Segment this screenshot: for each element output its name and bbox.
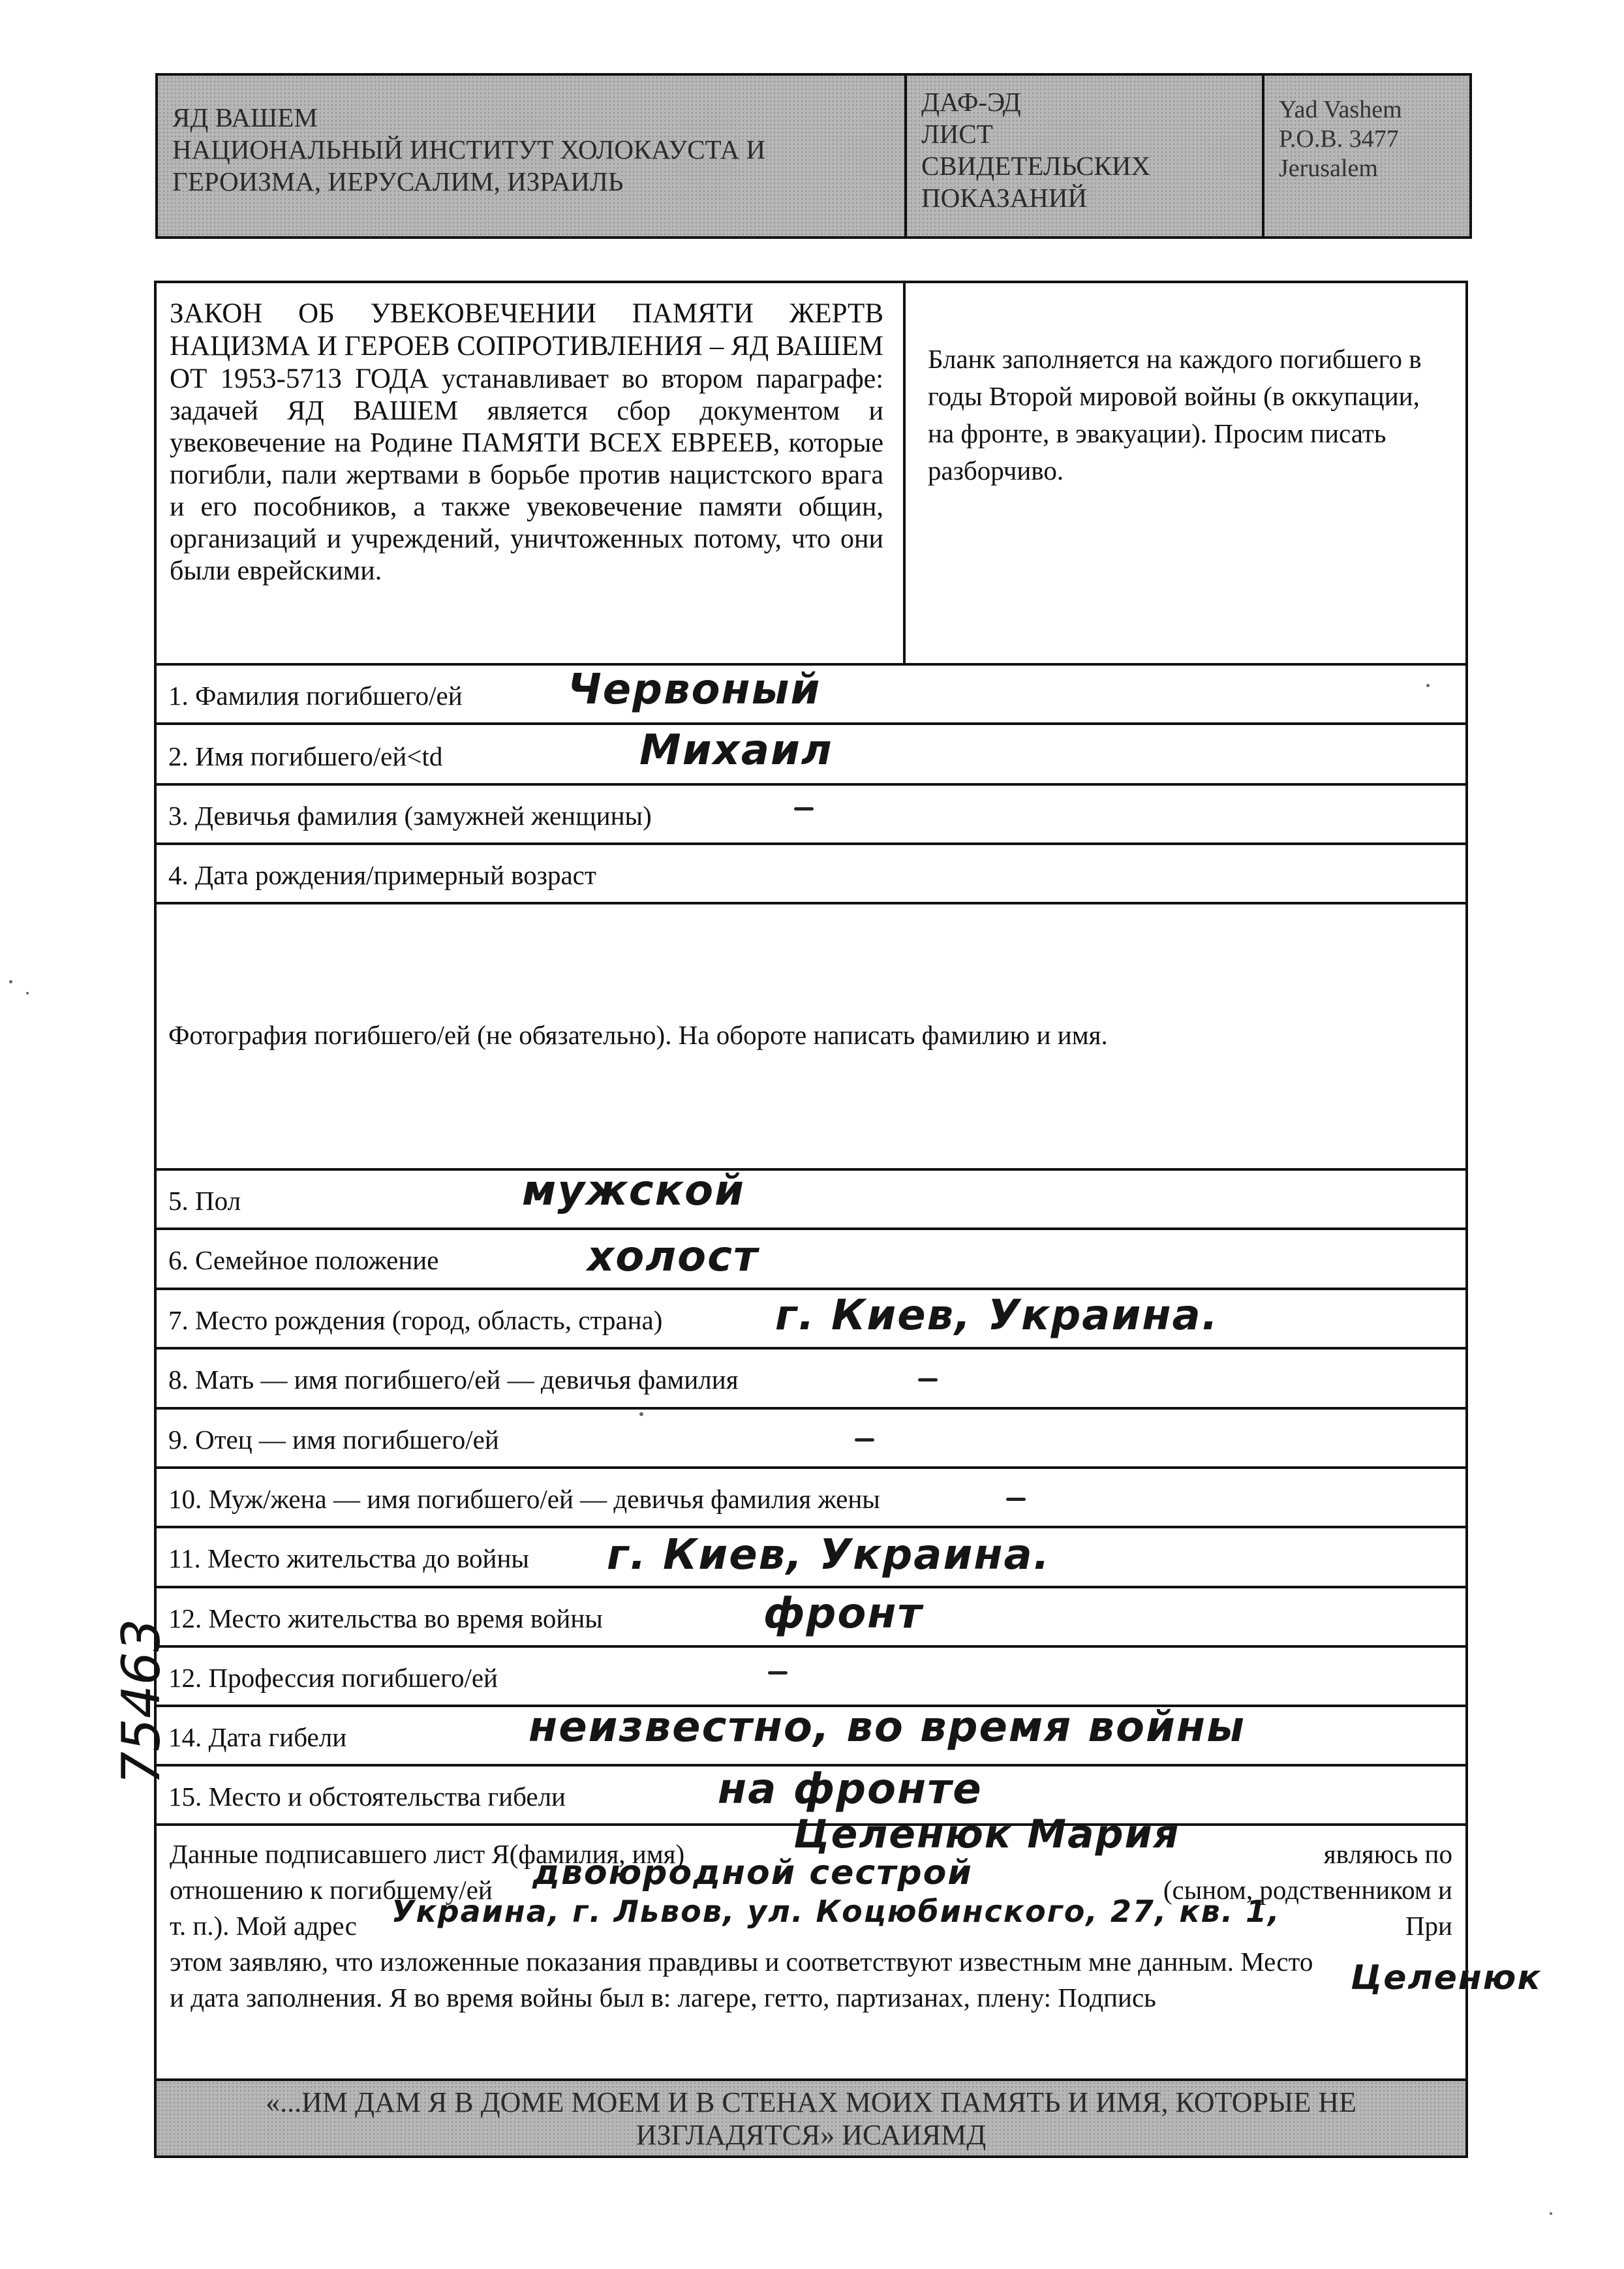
field-label: 11. Место жительства до войны: [168, 1543, 529, 1573]
handwritten-value[interactable]: холост: [587, 1233, 759, 1281]
field-row-first-name: [157, 722, 1465, 783]
declaration-line: этом заявляю, что изложенные показания правдивы и соответствуют известным мне данным. Место: [170, 1947, 1313, 1977]
declaration-line: [170, 1894, 1452, 1944]
field-label: 2. Имя погибшего/ей<td: [168, 741, 443, 771]
institute-line: ЯД ВАШЕМ: [172, 102, 318, 132]
form-title-line: СВИДЕТЕЛЬСКИХ: [921, 151, 1151, 181]
field-row-death-date: [157, 1705, 1465, 1764]
field-row-profession: [157, 1645, 1465, 1705]
instructions-note: Бланк заполняется на каждого погибшего в годы Второй мировой войны (в оккупации, на фронте, в эвакуации). Просим писать разборчиво.: [928, 344, 1422, 486]
handwritten-value[interactable]: на фронте: [718, 1765, 983, 1814]
field-row-prewar-residence: [157, 1526, 1465, 1586]
declaration-text: и дата заполнения. Я во время войны был в: лагере, гетто, партизанах, плену: Подпись: [170, 1983, 1156, 2013]
field-label: 12. Профессия погибшего/ей: [168, 1663, 498, 1693]
field-row-maiden-name: [157, 783, 1465, 842]
form-title-line: ЛИСТ: [921, 119, 993, 149]
field-label: 8. Мать — имя погибшего/ей — девичья фамилия: [168, 1365, 739, 1395]
form-title-line: ПОКАЗАНИЙ: [921, 183, 1088, 213]
field-row-marital-status: [157, 1227, 1465, 1288]
handwritten-dash[interactable]: [855, 1438, 874, 1442]
handwritten-dash[interactable]: [768, 1671, 788, 1675]
form-header: [155, 73, 1472, 239]
field-row-birth-date: [157, 842, 1465, 902]
handwritten-value[interactable]: Червоный: [568, 666, 821, 714]
signature[interactable]: Целенюк: [1351, 1958, 1542, 1998]
declaration-text: (сыном, родственником и: [1163, 1875, 1452, 1905]
handwritten-value[interactable]: г. Киев, Украина.: [775, 1291, 1219, 1340]
field-label: 7. Место рождения (город, область, страна): [168, 1305, 663, 1335]
law-body: устанавливает во втором параграфе: задачей ЯД ВАШЕМ является сбор документом и увековечение на Родине ПАМЯТИ ВСЕХ ЕВРЕЕВ, которые погибли, пали жертвами в борьбе против нацистского врага и его пособников, а также увековечение памяти общин, организаций и учреждений, уничтоженных потому, что они были еврейскими.: [170, 364, 883, 586]
form-title: [907, 76, 1264, 236]
signer-declaration: [157, 1812, 1542, 2084]
postal-address: [1264, 76, 1469, 236]
declaration-text: т. п.). Мой адрес: [170, 1911, 357, 1941]
field-label: 10. Муж/жена — имя погибшего/ей — девичья фамилия жены: [168, 1484, 880, 1514]
field-row-sex: [157, 1168, 1465, 1227]
scan-speck: [1426, 684, 1430, 687]
declaration-text: При: [1405, 1911, 1452, 1941]
institute-name: [158, 76, 907, 236]
form-title-line: ДАФ-ЭД: [921, 87, 1021, 117]
field-row-father: [157, 1407, 1465, 1466]
quote-line: ИЗГЛАДЯТСЯ» ИСАИЯМД: [636, 2119, 987, 2151]
relationship-value[interactable]: двоюродной сестрой: [532, 1853, 973, 1892]
scan-speck: [26, 992, 29, 995]
address-line: Jerusalem: [1279, 155, 1378, 182]
scan-speck: [9, 980, 12, 983]
field-row-surname: [157, 663, 1465, 722]
declaration-text: Данные подписавшего лист Я(фамилия, имя): [170, 1839, 685, 1869]
field-label: 6. Семейное положение: [168, 1245, 439, 1275]
field-label: 4. Дата рождения/примерный возраст: [168, 860, 596, 890]
handwritten-dash[interactable]: [1006, 1498, 1026, 1501]
field-label: 15. Место и обстоятельства гибели: [168, 1782, 566, 1812]
law-paragraph: [157, 283, 906, 663]
photo-label: Фотография погибшего/ей (не обязательно). На обороте написать фамилию и имя.: [168, 1020, 1108, 1050]
testimony-form: [154, 281, 1542, 2158]
handwritten-value[interactable]: неизвестно, во время войны: [529, 1703, 1246, 1752]
field-label: 1. Фамилия погибшего/ей: [168, 681, 463, 711]
handwritten-value[interactable]: Михаил: [639, 726, 833, 775]
field-label: 14. Дата гибели: [168, 1722, 347, 1752]
photo-area[interactable]: [157, 902, 1465, 1168]
field-label: 5. Пол: [168, 1186, 241, 1216]
field-row-spouse: [157, 1466, 1465, 1526]
quote-line: «...ИМ ДАМ Я В ДОМЕ МОЕМ И В СТЕНАХ МОИХ ПАМЯТЬ И ИМЯ, КОТОРЫЕ НЕ: [266, 2086, 1356, 2118]
archive-number: 75463: [111, 1618, 172, 1785]
scan-speck: [639, 1412, 643, 1416]
field-label: 9. Отец — имя погибшего/ей: [168, 1425, 499, 1455]
handwritten-value[interactable]: мужской: [522, 1167, 745, 1215]
footer-quote: [157, 2078, 1465, 2155]
handwritten-dash[interactable]: [918, 1378, 938, 1381]
field-row-mother: [157, 1347, 1465, 1407]
law-title: ЗАКОН ОБ УВЕКОВЕЧЕНИИ ПАМЯТИ ЖЕРТВ НАЦИЗМА И ГЕРОЕВ СОПРОТИВЛЕНИЯ – ЯД ВАШЕМ ОТ 1953-5713 ГОДА: [170, 298, 883, 394]
field-row-birthplace: [157, 1288, 1465, 1347]
address-line: Yad Vashem: [1279, 96, 1402, 123]
institute-line: ГЕРОИЗМА, ИЕРУСАЛИМ, ИЗРАИЛЬ: [172, 166, 624, 196]
handwritten-value[interactable]: фронт: [763, 1590, 923, 1638]
signer-name[interactable]: Целенюк Мария: [793, 1812, 1180, 1857]
scan-speck: [1550, 2212, 1552, 2215]
declaration-text: являюсь по: [1323, 1839, 1452, 1869]
address-value[interactable]: Украина, г. Львов, ул. Коцюбинского, 27, кв. 1,: [391, 1894, 1281, 1929]
institute-line: НАЦИОНАЛЬНЫЙ ИНСТИТУТ ХОЛОКАУСТА И: [172, 134, 766, 164]
handwritten-dash[interactable]: [794, 807, 814, 810]
field-row-wartime-residence: [157, 1586, 1465, 1645]
handwritten-value[interactable]: г. Киев, Украина.: [607, 1531, 1051, 1579]
field-label: 12. Место жительства во время войны: [168, 1603, 603, 1633]
declaration-text: отношению к погибшему/ей: [170, 1875, 493, 1905]
field-label: 3. Девичья фамилия (замужней женщины): [168, 801, 652, 831]
address-line: P.O.B. 3477: [1279, 125, 1399, 153]
